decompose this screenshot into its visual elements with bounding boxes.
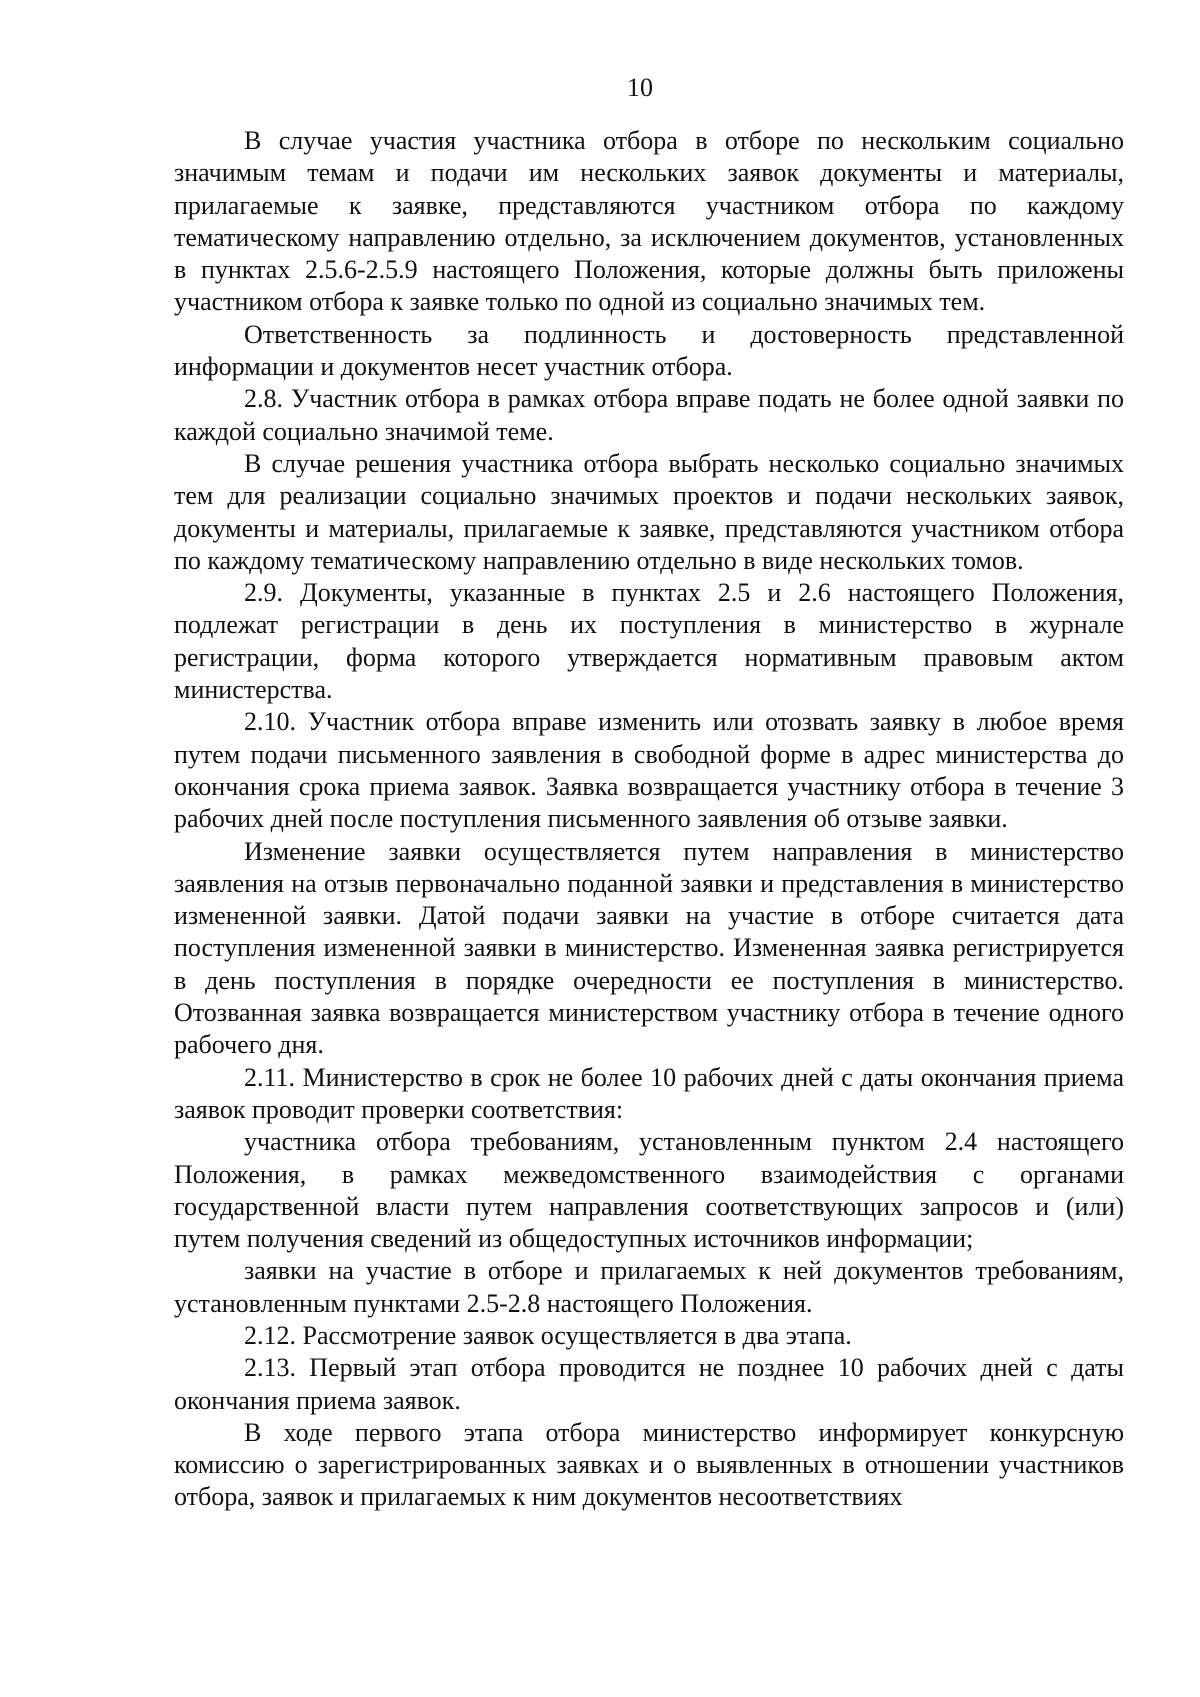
paragraph-2-8: 2.8. Участник отбора в рамках отбора вправе подать не более одной заявки по каждой социально значимой теме. <box>174 384 1124 446</box>
paragraph-2-12: 2.12. Рассмотрение заявок осуществляется в два этапа. <box>244 1320 852 1350</box>
paragraph-2-9: 2.9. Документы, указанные в пунктах 2.5 и 2.6 настоящего Положения, подлежат регистрации в день их поступления в министерство в журнале регистрации, форма которого утверждается нормативным правовым актом министерства. <box>174 578 1124 705</box>
paragraph-responsibility: Ответственность за подлинность и достоверность представленной информации и документов несет участник отбора. <box>174 319 1124 382</box>
paragraph-participant-requirements: участника отбора требованиям, установленным пунктом 2.4 настоящего Положения, в рамках межведомственного взаимодействия с органами государственной власти путем направления соответствующих запросов и (или) путем получения сведений из общедоступных источников информации; <box>174 1127 1124 1254</box>
paragraph-2-10: 2.10. Участник отбора вправе изменить или отозвать заявку в любое время путем подачи письменного заявления в свободной форме в адрес министерства до окончания срока приема заявок. Заявка возвращается участнику отбора в течение 3 рабочих дней после поступления письменного заявления об отзыве заявки. <box>174 707 1124 834</box>
paragraph-several-topics-decision: В случае решения участника отбора выбрать несколько социально значимых тем для реализации социально значимых проектов и подачи нескольких заявок, документы и материалы, прилагаемые к заявке, представляются участником отбора по каждому тематическому направлению отдельно в виде нескольких томов. <box>174 448 1124 575</box>
paragraph-multiple-topics: В случае участия участника отбора в отборе по нескольким социально значимым темам и подачи им нескольких заявок документы и материалы, прилагаемые к заявке, представляются участником отбора по каждому тематическому направлению отдельно, за исключением документов, установленных в пунктах 2.5.6-2.5.9 настоящего Положения, которые должны быть приложены участником отбора к заявке только по одной из социально значимых тем. <box>174 126 1124 317</box>
page-number: 10 <box>627 73 653 102</box>
paragraph-first-stage: В ходе первого этапа отбора министерство информирует конкурсную комиссию о зарегистрированных заявках и о выявленных в отношении участников отбора, заявок и прилагаемых к ним документов несоответствиях <box>174 1417 1124 1512</box>
paragraph-application-change: Изменение заявки осуществляется путем направления в министерство заявления на отзыв первоначально поданной заявки и представления в министерство измененной заявки. Датой подачи заявки на участие в отборе считается дата поступления измененной заявки в министерство. Измененная заявка регистрируется в день поступления в порядке очередности ее поступления в министерство. Отозванная заявка возвращается министерством участнику отбора в течение одного рабочего дня. <box>174 836 1124 1060</box>
document-body <box>174 125 1124 1514</box>
paragraph-application-requirements: заявки на участие в отборе и прилагаемых к ней документов требованиям, установленным пунктами 2.5-2.8 настоящего Положения. <box>174 1256 1124 1318</box>
paragraph-2-11: 2.11. Министерство в срок не более 10 рабочих дней с даты окончания приема заявок проводит проверки соответствия: <box>174 1062 1124 1124</box>
paragraph-2-13: 2.13. Первый этап отбора проводится не позднее 10 рабочих дней с даты окончания приема заявок. <box>174 1353 1124 1415</box>
